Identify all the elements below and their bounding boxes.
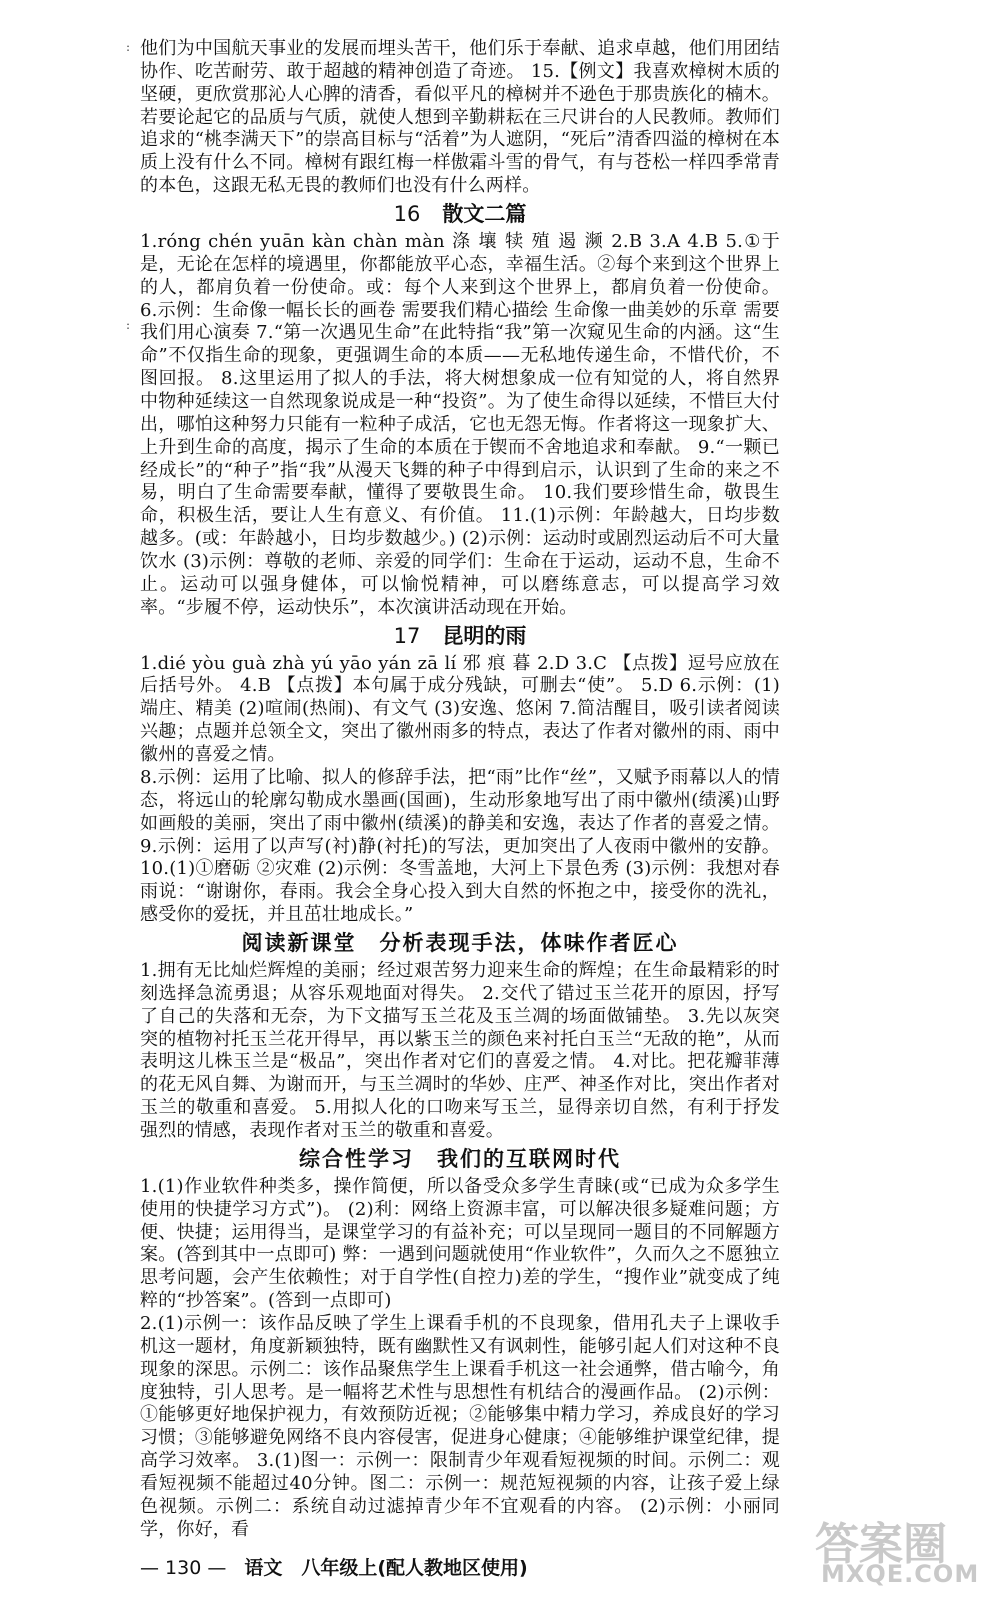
answer-paragraph-17-a: 1.dié yòu guà zhà yú yāo yán zā lí 邪 痕 暮 2.D 3.C 【点拨】逗号应放在后括号外。 4.B 【点拨】本句属于成分残缺，可删去“使”。 5.D 6.示例：(1)端庄、精美 (2)喧闹(热闹)、有文气 (3)安逸、悠闲 7.简洁醒目，吸引读者阅读兴趣；点题并总领全文，突出了徽州雨多的特点，表达了作者对徽州的雨、雨中徽州的喜爱之情。 <box>140 652 780 766</box>
section-heading-16 <box>140 201 780 227</box>
section-heading-reading: 阅读新课堂 分析表现手法，体味作者匠心 <box>241 930 679 955</box>
answer-paragraph-integrated-b: 2.(1)示例一：该作品反映了学生上课看手机的不良现象，借用孔夫子上课收手机这一题材，角度新颖独特，既有幽默性又有讽刺性，能够引起人们对这种不良现象的深思。示例二：该作品聚焦学生上课看手机这一社会通弊，借古喻今，角度独特，引人思考。是一幅将艺术性与思想性有机结合的漫画作品。 (2)示例：①能够更好地保护视力，有效预防近视；②能够集中精力学习，养成良好的学习习惯；③能够避免网络不良内容侵害，促进身心健康；④能够维护课堂纪律，提高学习效率。 3.(1)图一：示例一：限制青少年观看短视频的时间。示例二：观看短视频不能超过40分钟。图二：示例一：规范短视频的内容，让孩子爱上绿色视频。示例二：系统自动过滤掉青少年不宜观看的内容。 (2)示例：小丽同学，你好，看 <box>140 1312 780 1540</box>
answer-paragraph-integrated-a: 1.(1)作业软件种类多，操作简便，所以备受众多学生青睐(或“已成为众多学生使用的快捷学习方式”)。 (2)利：网络上资源丰富，可以解决很多疑难问题；方便、快捷；运用得当，是课堂学习的有益补充；可以呈现同一题目的不同解题方案。(答到其中一点即可) 弊：一遇到问题就使用“作业软件”，久而久之不愿独立思考问题，会产生依赖性；对于自学性(自控力)差的学生，“搜作业”就变成了纯粹的“抄答案”。(答到一点即可) <box>140 1175 780 1312</box>
answer-paragraph-16: 1.róng chén yuān kàn chàn màn 涤 壤 犊 殖 遏 濒 2.B 3.A 4.B 5.①于是，无论在怎样的境遇里，你都能放平心态，幸福生活。②每个来到这个世界上的人，都肩负着一份使命。或：每个人来到这个世界上，都肩负着一份使命。 6.示例：生命像一幅长长的画卷 需要我们精心描绘 生命像一曲美妙的乐章 需要我们用心演奏 7.“第一次遇见生命”在此特指“我”第一次窥见生命的内涵。这“生命”不仅指生命的现象，更强调生命的本质——无私地传递生命，不惜代价，不图回报。 8.这里运用了拟人的手法，将大树想象成一位有知觉的人，将自然界中物种延续这一自然现象说成是一种“投资”。为了使生命得以延续，不惜巨大付出，哪怕这种努力只能有一粒种子成活，它也无怨无悔。作者将这一现象扩大、上升到生命的高度，揭示了生命的本质在于锲而不舍地追求和奉献。 9.“一颗已经成长”的“种子”指“我”从漫天飞舞的种子中得到启示，认识到了生命的来之不易，明白了生命需要奉献，懂得了要敬畏生命。 10.我们要珍惜生命，敬畏生命，积极生活，要让人生有意义、有价值。 11.(1)示例：年龄越大，日均步数越多。(或：年龄越小，日均步数越少。) (2)示例：运动时或剧烈运动后不可大量饮水 (3)示例：尊敬的老师、亲爱的同学们：生命在于运动，运动不息，生命不止。运动可以强身健体，可以愉悦精神，可以磨练意志，可以提高学习效率。“步履不停，运动快乐”，本次演讲活动现在开始。 <box>140 231 780 618</box>
page-number: — 130 — <box>140 1557 227 1579</box>
section-heading-17 <box>140 623 780 649</box>
section-title: 散文二篇 <box>442 202 527 227</box>
answer-paragraph-17-b: 8.示例：运用了比喻、拟人的修辞手法，把“雨”比作“丝”，又赋予雨幕以人的情态，将远山的轮廓勾勒成水墨画(国画)，生动形象地写出了雨中徽州(绩溪)山野如画般的美丽，突出了雨中徽州(绩溪)的静美和安逸，表达了作者的喜爱之情。 9.示例：运用了以声写(衬)静(衬托)的写法，更加突出了人夜雨中徽州的安静。 10.(1)①磨砺 ②灾难 (2)示例：冬雪盖地，大河上下景色秀 (3)示例：我想对春雨说：“谢谢你，春雨。我会全身心投入到大自然的怀抱之中，接受你的洗礼，感受你的爱抚，并且茁壮地成长。” <box>140 766 780 926</box>
section-number: 16 <box>393 202 421 227</box>
margin-mark: : <box>126 40 131 54</box>
section-heading-integrated: 综合性学习 我们的互联网时代 <box>299 1146 621 1171</box>
margin-mark: : <box>126 318 131 332</box>
book-title: 语文 八年级上(配人教地区使用) <box>244 1557 528 1579</box>
answer-paragraph-reading: 1.拥有无比灿烂辉煌的美丽；经过艰苦努力迎来生命的辉煌；在生命最精彩的时刻选择急流勇退；从容乐观地面对得失。 2.交代了错过玉兰花开的原因，抒写了自己的失落和无奈，为下文描写玉兰花及玉兰凋的场面做铺垫。 3.先以灰突突的植物衬托玉兰花开得早，再以紫玉兰的颜色来衬托白玉兰“无敌的艳”，从而表明这儿株玉兰是“极品”，突出作者对它们的喜爱之情。 4.对比。把花瓣菲薄的花无风自舞、为谢而开，与玉兰凋时的华妙、庄严、神圣作对比，突出作者对玉兰的敬重和喜爱。 5.用拟人化的口吻来写玉兰，显得亲切自然，有利于抒发强烈的情感，表现作者对玉兰的敬重和喜爱。 <box>140 959 780 1141</box>
watermark-text: 答案圈 <box>815 1519 947 1570</box>
watermark-logo <box>815 1508 985 1592</box>
section-title: 昆明的雨 <box>442 623 527 648</box>
answer-paragraph-14-15: 他们为中国航天事业的发展而埋头苦干，他们乐于奉献、追求卓越，他们用团结协作、吃苦耐劳、敢于超越的精神创造了奇迹。 15.【例文】我喜欢樟树木质的坚硬，更欣赏那沁人心脾的清香，看似平凡的樟树并不逊色于那贵族化的楠木。若要论起它的品质与气质，就使人想到辛勤耕耘在三尺讲台的人民教师。教师们追求的“桃李满天下”的崇高目标与“活着”为人遮阴，“死后”清香四溢的樟树在本质上没有什么不同。樟树有跟红梅一样傲霜斗雪的骨气，有与苍松一样四季常青的本色，这跟无私无畏的教师们也没有什么两样。 <box>140 38 780 197</box>
watermark-url: MXQE.COM <box>821 1560 980 1588</box>
section-number: 17 <box>393 623 421 648</box>
page-footer <box>140 1553 528 1580</box>
page-content <box>140 38 780 1542</box>
